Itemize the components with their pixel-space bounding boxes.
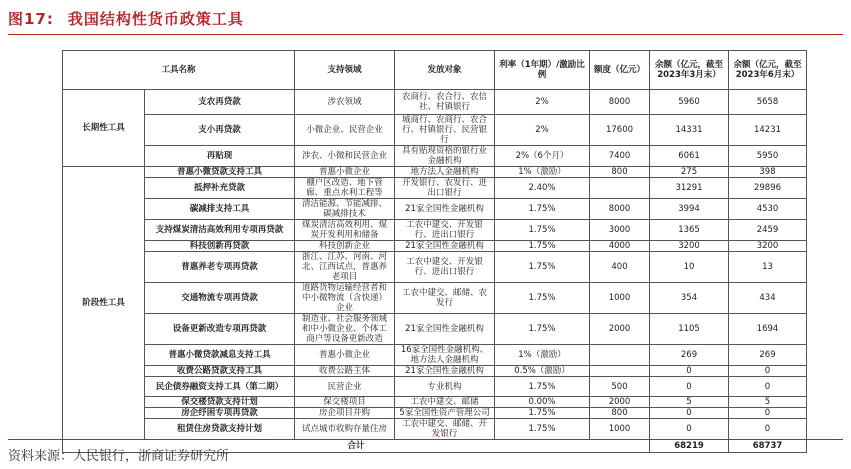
rate: 2.40%	[495, 178, 590, 199]
header-tool-name: 工具名称	[63, 51, 295, 90]
tool-name: 房企纾困专项再贷款	[145, 408, 295, 419]
target: 开发银行、农发行、进出口银行	[395, 178, 495, 199]
support-field: 煤炭清洁高效利用、煤炭开发利用和储备	[295, 220, 395, 241]
support-field: 普惠小微企业	[295, 345, 395, 366]
balance-mar: 3994	[650, 199, 729, 220]
rate: 1.75%	[495, 252, 590, 283]
tool-name: 普惠小微贷款减息支持工具	[145, 345, 295, 366]
support-field: 涉农、小微和民营企业	[295, 146, 395, 167]
table-row	[63, 252, 807, 283]
target: 工农中建交、开发银行、进出口银行	[395, 252, 495, 283]
total-balance-mar: 68219	[650, 440, 729, 453]
table-row	[63, 178, 807, 199]
source-note: 资料来源：人民银行，浙商证券研究所	[8, 449, 230, 464]
total-label: 合计	[63, 440, 650, 453]
quota: 8000	[590, 90, 650, 115]
target: 21家全国性金融机构	[395, 314, 495, 345]
table-row	[63, 146, 807, 167]
support-field: 涉农领域	[295, 90, 395, 115]
target: 工农中建交、开发银行、进出口银行	[395, 220, 495, 241]
quota: 4000	[590, 241, 650, 252]
balance-mar: 1365	[650, 220, 729, 241]
balance-mar: 275	[650, 167, 729, 178]
balance-jun: 4530	[729, 199, 807, 220]
tool-name: 碳减排支持工具	[145, 199, 295, 220]
balance-mar: 0	[650, 366, 729, 377]
rate: 1.75%	[495, 220, 590, 241]
support-field: 清洁能源、节能减排、碳减排技术	[295, 199, 395, 220]
target: 农商行、农合行、农信社、村镇银行	[395, 90, 495, 115]
target: 城商行、农商行、农合行、村镇银行、民营银行	[395, 115, 495, 146]
quota: 1000	[590, 283, 650, 314]
balance-jun: 398	[729, 167, 807, 178]
balance-jun: 0	[729, 377, 807, 397]
rate: 1.75%	[495, 408, 590, 419]
figure-title-text: 我国结构性货币政策工具	[67, 10, 244, 28]
table-row	[63, 345, 807, 366]
tool-name: 保交楼贷款支持计划	[145, 397, 295, 408]
balance-jun: 3200	[729, 241, 807, 252]
tool-name: 设备更新改造专项再贷款	[145, 314, 295, 345]
target: 工农中建交、邮储、开发银行	[395, 419, 495, 440]
quota: 1000	[590, 419, 650, 440]
quota: 800	[590, 167, 650, 178]
balance-mar: 5960	[650, 90, 729, 115]
target: 工农中建交、邮储	[395, 397, 495, 408]
header-target: 发放对象	[395, 51, 495, 90]
target: 21家全国性金融机构	[395, 199, 495, 220]
balance-jun: 269	[729, 345, 807, 366]
target: 21家全国性金融机构	[395, 366, 495, 377]
table-row	[63, 90, 807, 115]
support-field: 普惠小微企业	[295, 167, 395, 178]
bottom-divider	[8, 439, 843, 440]
balance-jun: 2459	[729, 220, 807, 241]
table-row	[63, 283, 807, 314]
tool-name: 普惠养老专项再贷款	[145, 252, 295, 283]
quota: 800	[590, 408, 650, 419]
balance-jun: 0	[729, 419, 807, 440]
balance-mar: 0	[650, 408, 729, 419]
rate: 1%（激励）	[495, 167, 590, 178]
support-field: 道路货物运输经营者和中小微物流（含快递）企业	[295, 283, 395, 314]
balance-mar: 6061	[650, 146, 729, 167]
quota	[590, 366, 650, 377]
tool-name: 支小再贷款	[145, 115, 295, 146]
support-field: 浙江、江苏、河南、河北、江西试点，普惠养老项目	[295, 252, 395, 283]
header-row	[63, 51, 807, 90]
balance-mar: 14331	[650, 115, 729, 146]
balance-mar: 5	[650, 397, 729, 408]
table-row	[63, 419, 807, 440]
tool-name: 交通物流专项再贷款	[145, 283, 295, 314]
header-balance-jun: 余额（亿元，截至2023年6月末）	[729, 51, 807, 90]
quota	[590, 345, 650, 366]
target: 16家全国性金融机构、地方法人金融机构	[395, 345, 495, 366]
tool-name: 抵押补充贷款	[145, 178, 295, 199]
balance-jun: 1694	[729, 314, 807, 345]
balance-mar: 354	[650, 283, 729, 314]
balance-jun: 14231	[729, 115, 807, 146]
tool-name: 租赁住房贷款支持计划	[145, 419, 295, 440]
target: 21家全国性金融机构	[395, 241, 495, 252]
rate: 1.75%	[495, 419, 590, 440]
quota: 8000	[590, 199, 650, 220]
balance-mar: 31291	[650, 178, 729, 199]
support-field: 保交楼项目	[295, 397, 395, 408]
balance-jun: 13	[729, 252, 807, 283]
balance-jun: 5950	[729, 146, 807, 167]
quota: 17600	[590, 115, 650, 146]
balance-jun: 0	[729, 408, 807, 419]
quota	[590, 178, 650, 199]
support-field: 小微企业、民营企业	[295, 115, 395, 146]
balance-jun: 5	[729, 397, 807, 408]
rate: 2%	[495, 90, 590, 115]
balance-jun: 5658	[729, 90, 807, 115]
tool-name: 普惠小微贷款支持工具	[145, 167, 295, 178]
balance-jun: 434	[729, 283, 807, 314]
rate: 1.75%	[495, 314, 590, 345]
rate: 1%（激励）	[495, 345, 590, 366]
table-row	[63, 314, 807, 345]
tool-name: 民企债券融资支持工具（第二期）	[145, 377, 295, 397]
rate: 1.75%	[495, 199, 590, 220]
tool-name: 支农再贷款	[145, 90, 295, 115]
tool-name: 收费公路贷款支持工具	[145, 366, 295, 377]
balance-mar: 269	[650, 345, 729, 366]
category-long-term: 长期性工具	[63, 90, 145, 167]
header-balance-mar: 余额（亿元，截至2023年3月末）	[650, 51, 729, 90]
table-row	[63, 408, 807, 419]
figure-label: 图17:	[8, 10, 54, 28]
target: 5家全国性资产管理公司	[395, 408, 495, 419]
rate: 2%	[495, 115, 590, 146]
tool-name: 支持煤炭清洁高效利用专项再贷款	[145, 220, 295, 241]
header-rate: 利率（1年期）/激励比例	[495, 51, 590, 90]
table-row	[63, 115, 807, 146]
rate: 2%（6个月）	[495, 146, 590, 167]
target: 专业机构	[395, 377, 495, 397]
balance-mar: 0	[650, 419, 729, 440]
quota: 400	[590, 252, 650, 283]
quota: 2000	[590, 314, 650, 345]
balance-jun: 29896	[729, 178, 807, 199]
policy-tools-table	[62, 50, 807, 453]
header-field: 支持领域	[295, 51, 395, 90]
tool-name: 再贴现	[145, 146, 295, 167]
table-row	[63, 241, 807, 252]
target: 工农中建交、邮储、农发行	[395, 283, 495, 314]
support-field: 民营企业	[295, 377, 395, 397]
target: 地方法人金融机构	[395, 167, 495, 178]
quota: 2000	[590, 397, 650, 408]
target: 具有贴现资格的银行业金融机构	[395, 146, 495, 167]
rate: 1.75%	[495, 241, 590, 252]
rate: 0.5%（激励）	[495, 366, 590, 377]
table-row	[63, 220, 807, 241]
rate: 1.75%	[495, 377, 590, 397]
rate: 0.00%	[495, 397, 590, 408]
balance-mar: 10	[650, 252, 729, 283]
table-row	[63, 397, 807, 408]
table-row	[63, 366, 807, 377]
rate: 1.75%	[495, 283, 590, 314]
support-field: 制造业、社会服务领域和中小微企业、个体工商户等设备更新改造	[295, 314, 395, 345]
balance-mar: 3200	[650, 241, 729, 252]
table-row	[63, 377, 807, 397]
total-balance-jun: 68737	[729, 440, 807, 453]
quota: 7400	[590, 146, 650, 167]
title-divider	[8, 34, 843, 35]
header-quota: 额度（亿元）	[590, 51, 650, 90]
tool-name: 科技创新再贷款	[145, 241, 295, 252]
category-phase: 阶段性工具	[63, 167, 145, 440]
support-field: 收费公路主体	[295, 366, 395, 377]
balance-mar: 1105	[650, 314, 729, 345]
balance-jun: 0	[729, 366, 807, 377]
balance-mar: 0	[650, 377, 729, 397]
support-field: 房企项目并购	[295, 408, 395, 419]
support-field: 科技创新企业	[295, 241, 395, 252]
support-field: 试点城市收购存量住房	[295, 419, 395, 440]
support-field: 棚户区改造、地下管廊、重点水利工程等	[295, 178, 395, 199]
quota: 500	[590, 377, 650, 397]
table-row	[63, 167, 807, 178]
table-row	[63, 199, 807, 220]
quota: 3000	[590, 220, 650, 241]
figure-title	[8, 6, 244, 32]
